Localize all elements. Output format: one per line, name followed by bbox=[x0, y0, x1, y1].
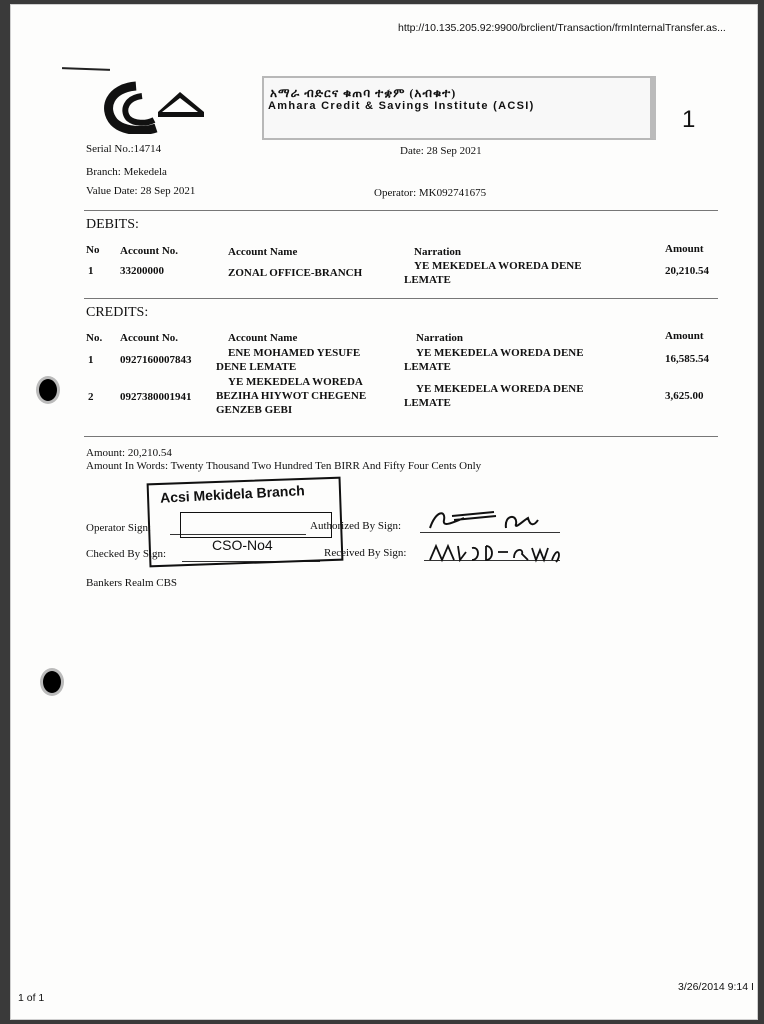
handwritten-page-mark: 1 bbox=[682, 106, 696, 133]
acsi-logo-icon bbox=[96, 78, 208, 134]
document-page bbox=[10, 4, 758, 1020]
debit-row-account-no: 33200000 bbox=[120, 265, 164, 277]
credit-row-account-no: 0927160007843 bbox=[120, 354, 192, 366]
credits-header-account-name: Account Name bbox=[228, 332, 298, 344]
debits-header-account-no: Account No. bbox=[120, 245, 179, 257]
debit-row-account-name: ZONAL OFFICE-BRANCH bbox=[228, 267, 363, 279]
credits-header-amount: Amount bbox=[665, 330, 704, 342]
received-signature-icon bbox=[428, 540, 564, 564]
operator-id: Operator: MK092741675 bbox=[374, 187, 487, 199]
page-count: 1 of 1 bbox=[18, 992, 45, 1004]
credits-header-no: No. bbox=[86, 332, 103, 344]
credit-row-name-line2: DENE LEMATE bbox=[216, 361, 297, 373]
debits-header-account-name: Account Name bbox=[228, 246, 298, 258]
debit-row-narration-line1: YE MEKEDELA WOREDA DENE bbox=[414, 260, 582, 272]
credit-row-narration-line1: YE MEKEDELA WOREDA DENE bbox=[416, 383, 584, 395]
credit-row-narration-line1: YE MEKEDELA WOREDA DENE bbox=[416, 347, 584, 359]
debits-header-no: No bbox=[86, 244, 100, 256]
punch-hole-icon bbox=[40, 668, 64, 696]
branch: Branch: Mekedela bbox=[86, 166, 167, 178]
authorized-signature-icon bbox=[424, 506, 564, 534]
credit-row-amount: 16,585.54 bbox=[665, 353, 709, 365]
debits-header-amount: Amount bbox=[665, 243, 704, 255]
credit-row-name-line2: BEZIHA HIYWOT CHEGENE bbox=[216, 390, 367, 402]
debit-row-amount: 20,210.54 bbox=[665, 265, 709, 277]
credit-row-no: 2 bbox=[88, 391, 94, 403]
debit-row-no: 1 bbox=[88, 265, 94, 277]
credit-row-no: 1 bbox=[88, 354, 94, 366]
received-sign-label: Received By Sign: bbox=[324, 547, 407, 559]
divider bbox=[84, 210, 718, 211]
debits-title: DEBITS: bbox=[86, 217, 139, 232]
transaction-date: Date: 28 Sep 2021 bbox=[400, 145, 482, 157]
checked-sign-label: Checked By Sign: bbox=[86, 548, 167, 560]
amount-in-words: Amount In Words: Twenty Thousand Two Hundred Ten BIRR And Fifty Four Cents Only bbox=[86, 460, 482, 472]
debits-header-narration: Narration bbox=[414, 246, 462, 258]
divider bbox=[84, 298, 718, 299]
value-date: Value Date: 28 Sep 2021 bbox=[86, 185, 196, 197]
stamp-date-box bbox=[180, 512, 332, 538]
serial-number: Serial No.:14714 bbox=[86, 143, 162, 155]
credit-row-name-line1: YE MEKEDELA WOREDA bbox=[228, 376, 363, 388]
credit-row-name-line3: GENZEB GEBI bbox=[216, 404, 293, 416]
institution-name-amharic: አማራ ብድርና ቁጠባ ተቋም (አብቁተ) bbox=[270, 86, 457, 100]
credits-title: CREDITS: bbox=[86, 305, 149, 320]
operator-sign-label: Operator Sign: bbox=[86, 522, 152, 534]
stamp-branch-text: Acsi Mekidela Branch bbox=[159, 482, 306, 506]
total-amount: Amount: 20,210.54 bbox=[86, 447, 172, 459]
credit-row-narration-line2: LEMATE bbox=[404, 361, 451, 373]
divider bbox=[84, 436, 718, 437]
system-name: Bankers Realm CBS bbox=[86, 577, 178, 589]
punch-hole-icon bbox=[36, 376, 60, 404]
debit-row-narration-line2: LEMATE bbox=[404, 274, 451, 286]
credit-row-account-no: 0927380001941 bbox=[120, 391, 192, 403]
authorized-sign-label: Authorized By Sign: bbox=[310, 520, 402, 532]
print-timestamp: 3/26/2014 9:14 I bbox=[678, 981, 754, 993]
stamp-cso-text: CSO-No4 bbox=[212, 537, 273, 553]
institution-name-english: Amhara Credit & Savings Institute (ACSI) bbox=[268, 100, 535, 112]
credits-header-narration: Narration bbox=[416, 332, 464, 344]
credit-row-name-line1: ENE MOHAMED YESUFE bbox=[228, 347, 361, 359]
credit-row-narration-line2: LEMATE bbox=[404, 397, 451, 409]
credit-row-amount: 3,625.00 bbox=[665, 390, 704, 402]
page-url: http://10.135.205.92:9900/brclient/Transaction/frmInternalTransfer.as... bbox=[398, 22, 726, 34]
credits-header-account-no: Account No. bbox=[120, 332, 179, 344]
